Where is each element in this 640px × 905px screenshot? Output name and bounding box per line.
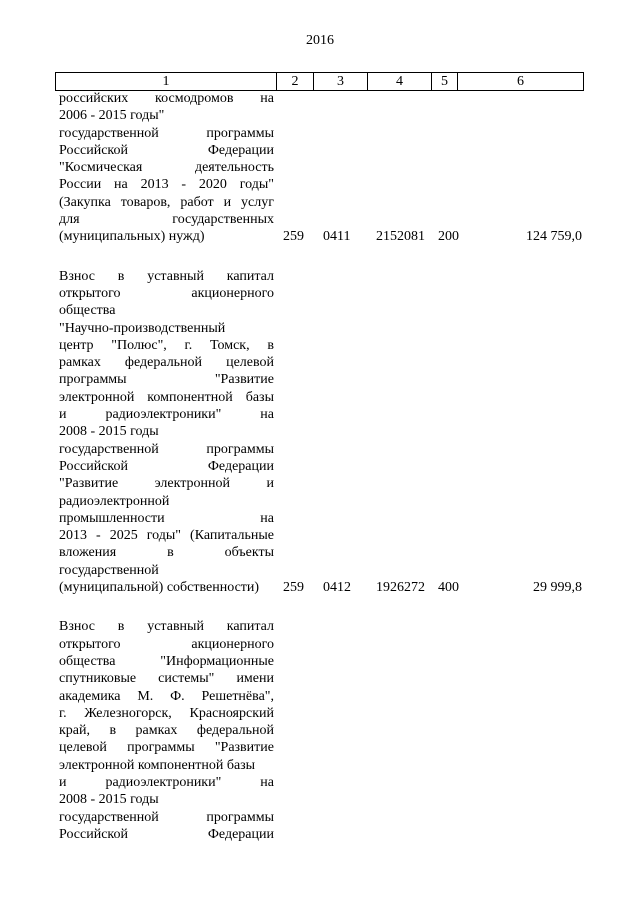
- column-header-3: 3: [314, 73, 368, 91]
- description-line: 2013 - 2025 годы" (Капитальные: [59, 528, 274, 544]
- column-header-row: [55, 72, 584, 91]
- description-line: целевой программы "Развитие: [59, 740, 274, 756]
- description-line: г. Железногорск, Красноярский: [59, 705, 274, 721]
- row-description: [59, 618, 274, 843]
- description-line: общества: [59, 303, 116, 319]
- description-line: открытого акционерного: [59, 285, 274, 301]
- description-line: для государственных: [59, 212, 274, 228]
- description-line: центр "Полюс", г. Томск, в: [59, 337, 274, 353]
- description-line: России на 2013 - 2020 годы": [59, 177, 274, 193]
- description-line: (муниципальных) нужд): [59, 229, 205, 245]
- description-line: и радиоэлектроники" на: [59, 407, 274, 423]
- table-row: [0, 90, 640, 246]
- description-line: российских космодромов на: [59, 91, 274, 106]
- row-values: [0, 579, 640, 596]
- description-line: 2008 - 2015 годы: [59, 792, 159, 808]
- description-line: Российской Федерации: [59, 142, 274, 158]
- description-line: государственной программы: [59, 441, 274, 457]
- expense-type-code: 400: [438, 580, 459, 596]
- description-line: и радиоэлектроники" на: [59, 774, 274, 790]
- column-header-5: 5: [432, 73, 458, 91]
- description-line: спутниковые системы" имени: [59, 671, 274, 687]
- description-line: "Научно-производственный: [59, 320, 226, 336]
- page-number: 2016: [306, 33, 334, 48]
- description-line: Взнос в уставный капитал: [59, 268, 274, 284]
- description-line: Российской Федерации: [59, 458, 274, 474]
- amount: 124 759,0: [526, 229, 582, 245]
- description-line: электронной компонентной базы: [59, 757, 256, 773]
- description-line: (Закупка товаров, работ и услуг: [59, 194, 274, 210]
- row-values: [0, 228, 640, 245]
- description-line: вложения в объекты: [59, 545, 274, 561]
- description-line: открытого акционерного: [59, 636, 274, 652]
- column-header-1: 1: [56, 73, 277, 91]
- description-line: электронной компонентной базы: [59, 389, 274, 405]
- amount: 29 999,8: [533, 580, 582, 596]
- column-header-4: 4: [368, 73, 432, 91]
- table-row: [0, 618, 640, 843]
- row-description: [59, 90, 274, 246]
- description-line: государственной: [59, 562, 159, 578]
- column-header-6: 6: [458, 73, 584, 91]
- description-line: программы "Развитие: [59, 372, 274, 388]
- description-line: "Космическая деятельность: [59, 160, 274, 176]
- ministry-code: 259: [283, 580, 304, 596]
- target-article-code: 1926272: [376, 580, 425, 596]
- description-line: рамках федеральной целевой: [59, 355, 274, 371]
- ministry-code: 259: [283, 229, 304, 245]
- target-article-code: 2152081: [376, 229, 425, 245]
- description-line: государственной программы: [59, 125, 274, 141]
- description-line: общества "Информационные: [59, 653, 274, 669]
- description-line: Взнос в уставный капитал: [59, 619, 274, 635]
- description-line: государственной программы: [59, 809, 274, 825]
- description-line: радиоэлектронной: [59, 493, 170, 509]
- description-line: край, в рамках федеральной: [59, 723, 274, 739]
- description-line: "Развитие электронной и: [59, 476, 274, 492]
- column-header-2: 2: [277, 73, 314, 91]
- description-line: промышленности на: [59, 510, 274, 526]
- description-line: Российской Федерации: [59, 826, 274, 842]
- section-code: 0411: [323, 229, 351, 245]
- description-line: 2008 - 2015 годы: [59, 424, 159, 440]
- expense-type-code: 200: [438, 229, 459, 245]
- description-line: академика М. Ф. Решетнёва",: [59, 688, 274, 704]
- row-description: [59, 268, 274, 597]
- table-row: [0, 268, 640, 597]
- section-code: 0412: [323, 580, 351, 596]
- description-line: 2006 - 2015 годы": [59, 108, 165, 124]
- table-body: [0, 90, 640, 843]
- description-line: (муниципальной) собственности): [59, 580, 260, 596]
